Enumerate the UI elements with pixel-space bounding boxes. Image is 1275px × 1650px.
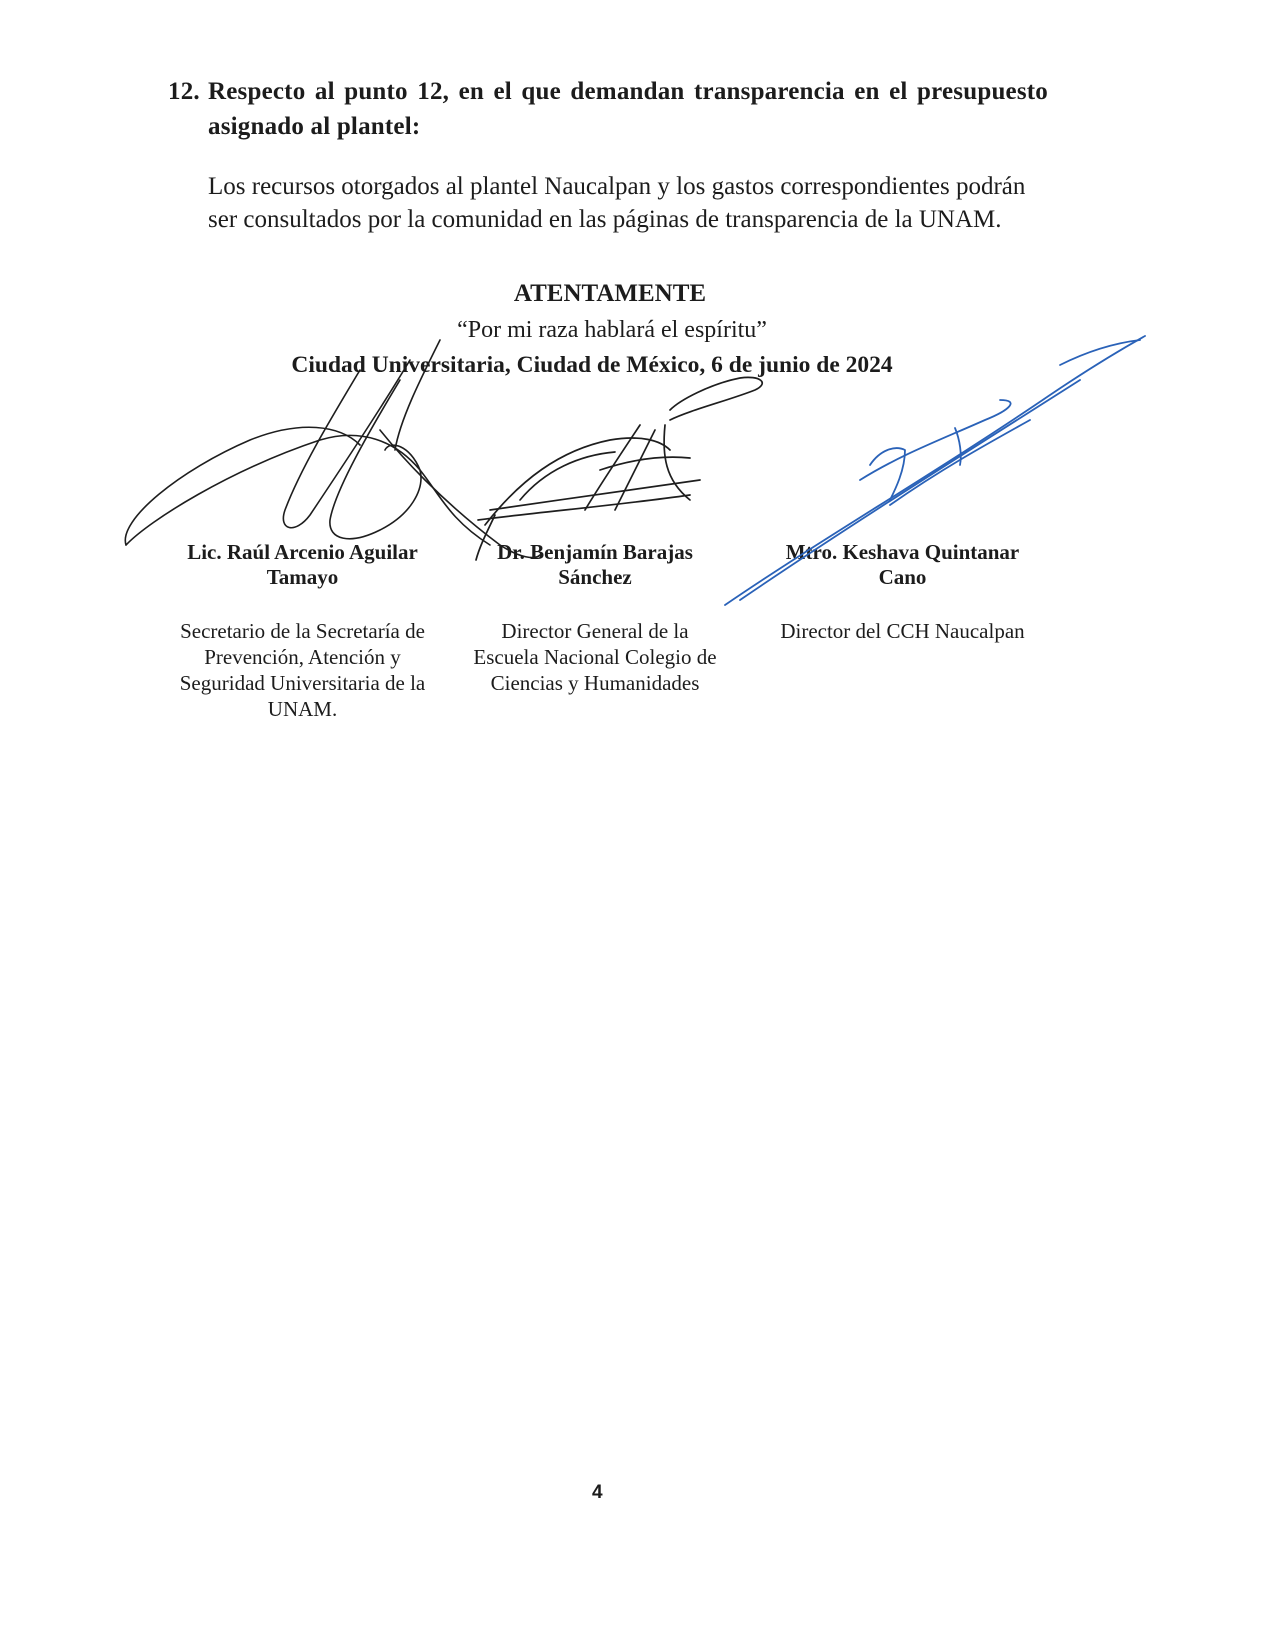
signer-1-role	[150, 618, 455, 722]
signer-2-name-line2: Sánchez	[558, 565, 632, 589]
item-heading	[168, 74, 1048, 144]
closing-motto: “Por mi raza hablará el espíritu”	[457, 317, 767, 343]
signer-1-name-line1: Lic. Raúl Arcenio Aguilar	[187, 540, 418, 564]
page-number: 4	[592, 1482, 603, 1503]
signer-2	[445, 540, 745, 696]
signer-2-role-line3: Ciencias y Humanidades	[490, 671, 700, 695]
item-body: Los recursos otorgados al plantel Naucalpan y los gastos correspondientes podrán ser consultados por la comunidad en las páginas de transparencia de la UNAM.	[208, 173, 1026, 233]
signer-3-name-line2: Cano	[878, 565, 927, 589]
signer-1	[150, 540, 455, 722]
signer-2-role-line1: Director General de la	[501, 619, 689, 643]
signer-3-role-line1: Director del CCH Naucalpan	[780, 619, 1025, 643]
closing-place-date: Ciudad Universitaria, Ciudad de México, 6 de junio de 2024	[291, 352, 893, 378]
signer-1-role-line3: Seguridad Universitaria de la	[179, 671, 426, 695]
signer-1-role-line4: UNAM.	[267, 697, 338, 721]
item-number: 12.	[168, 78, 200, 105]
signer-1-role-line2: Prevención, Atención y	[204, 645, 401, 669]
signer-3-name-line1: Mtro. Keshava Quintanar	[785, 540, 1020, 564]
item-heading-text: Respecto al punto 12, en el que demandan transparencia en el presupuesto asignado al plantel:	[208, 78, 1048, 140]
signer-1-name-line2: Tamayo	[266, 565, 339, 589]
signer-1-role-line1: Secretario de la Secretaría de	[180, 619, 425, 643]
signer-2-role	[445, 618, 745, 696]
signers-block	[150, 540, 1050, 740]
signer-2-role-line2: Escuela Nacional Colegio de	[473, 645, 717, 669]
signer-2-name-line1: Dr. Benjamín Barajas	[497, 540, 693, 564]
signer-3-role	[750, 618, 1055, 644]
signature-2	[476, 377, 762, 560]
closing-salutation: ATENTAMENTE	[513, 280, 707, 307]
signer-3	[750, 540, 1055, 644]
